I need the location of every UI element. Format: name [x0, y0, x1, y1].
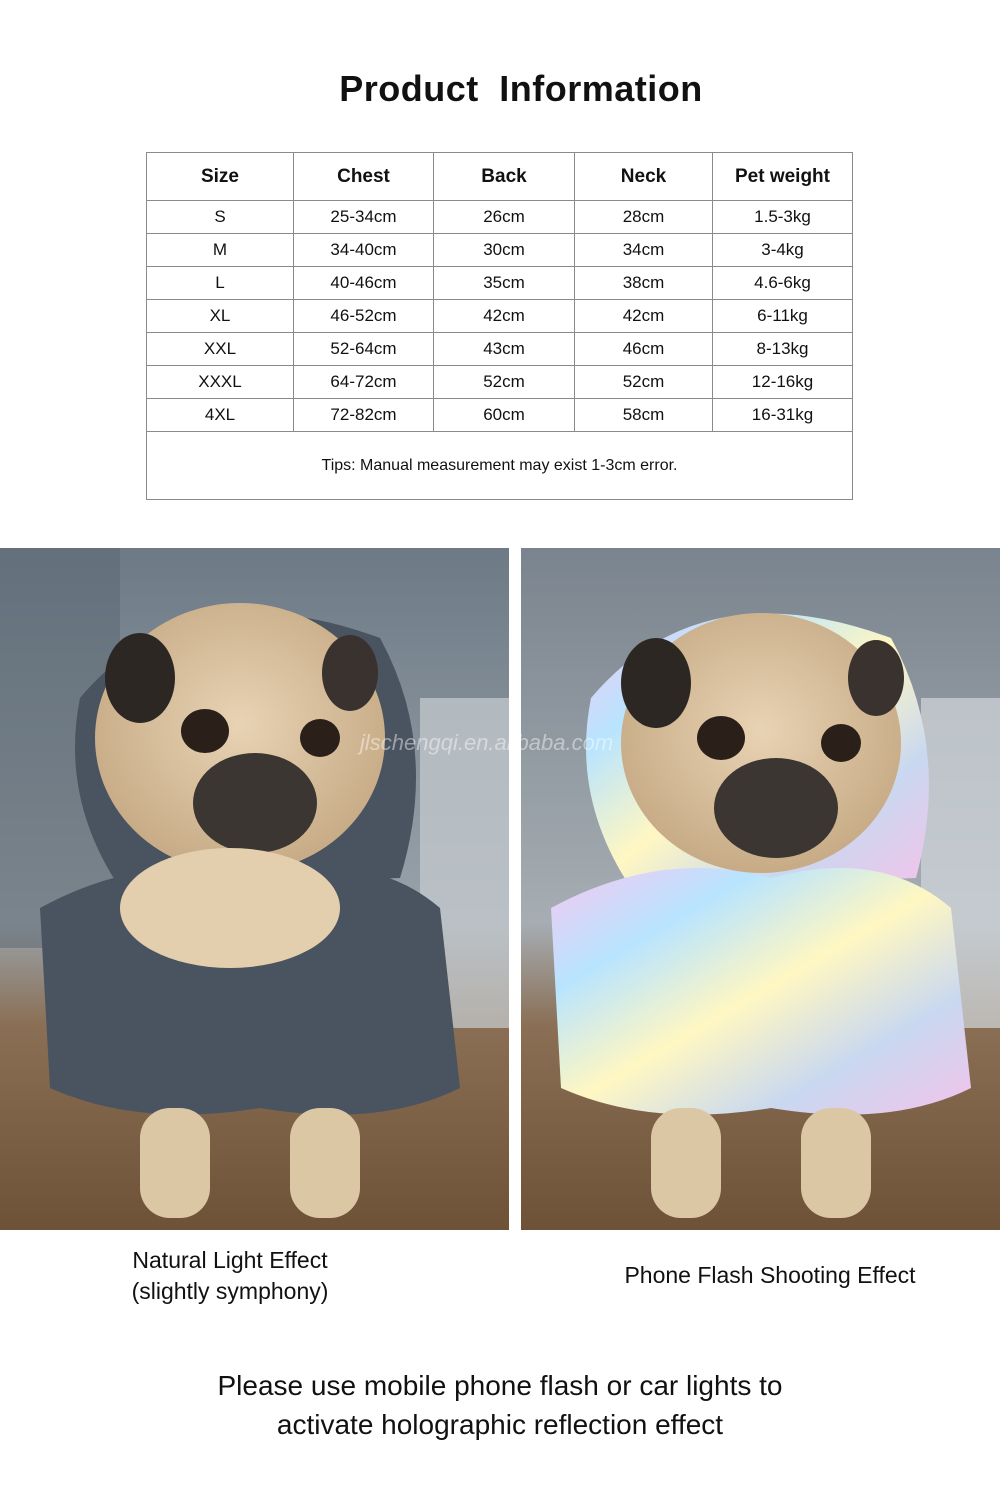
cell-size: XXL — [147, 333, 294, 366]
cell-pet-weight: 6-11kg — [713, 300, 853, 333]
cell-back: 60cm — [434, 399, 575, 432]
cell-neck: 28cm — [575, 201, 713, 234]
page-title: Product Information — [339, 68, 703, 109]
usage-note-line: Please use mobile phone flash or car lights to — [217, 1370, 783, 1401]
cell-neck: 34cm — [575, 234, 713, 267]
cell-back: 52cm — [434, 366, 575, 399]
cell-back: 43cm — [434, 333, 575, 366]
cell-size: S — [147, 201, 294, 234]
cell-pet-weight: 12-16kg — [713, 366, 853, 399]
cell-chest: 40-46cm — [294, 267, 434, 300]
header-size: Size — [147, 153, 294, 201]
cell-neck: 52cm — [575, 366, 713, 399]
table-row — [147, 267, 853, 300]
cell-pet-weight: 1.5-3kg — [713, 201, 853, 234]
table-header-row — [147, 153, 853, 201]
table-row — [147, 366, 853, 399]
cell-size: M — [147, 234, 294, 267]
header-pet-weight: Pet weight — [713, 153, 853, 201]
jacket-body — [551, 868, 971, 1115]
cell-neck: 42cm — [575, 300, 713, 333]
caption-line: Natural Light Effect — [132, 1247, 328, 1273]
cell-chest: 46-52cm — [294, 300, 434, 333]
cell-neck: 38cm — [575, 267, 713, 300]
header-back: Back — [434, 153, 575, 201]
natural-light-caption — [60, 1245, 400, 1307]
cell-size: L — [147, 267, 294, 300]
cell-back: 26cm — [434, 201, 575, 234]
cell-neck: 58cm — [575, 399, 713, 432]
cell-size: XXXL — [147, 366, 294, 399]
table-row — [147, 201, 853, 234]
cell-size: 4XL — [147, 399, 294, 432]
table-row — [147, 333, 853, 366]
header-neck: Neck — [575, 153, 713, 201]
cell-back: 35cm — [434, 267, 575, 300]
cell-pet-weight: 3-4kg — [713, 234, 853, 267]
cell-chest: 72-82cm — [294, 399, 434, 432]
tips-row — [147, 432, 853, 500]
natural-light-photo — [0, 548, 509, 1230]
cell-back: 42cm — [434, 300, 575, 333]
header-chest: Chest — [294, 153, 434, 201]
cell-back: 30cm — [434, 234, 575, 267]
cell-pet-weight: 8-13kg — [713, 333, 853, 366]
cell-neck: 46cm — [575, 333, 713, 366]
cell-pet-weight: 4.6-6kg — [713, 267, 853, 300]
cell-chest: 25-34cm — [294, 201, 434, 234]
usage-note — [0, 1366, 1000, 1444]
tips-text: Tips: Manual measurement may exist 1-3cm error. — [147, 432, 853, 500]
phone-flash-photo — [521, 548, 1000, 1230]
caption-line: (slightly symphony) — [131, 1278, 329, 1304]
cell-chest: 52-64cm — [294, 333, 434, 366]
watermark: jlschengqi.en.alibaba.com — [360, 730, 614, 755]
size-chart-table — [146, 152, 853, 500]
table-row — [147, 300, 853, 333]
cell-chest: 64-72cm — [294, 366, 434, 399]
cell-size: XL — [147, 300, 294, 333]
cell-pet-weight: 16-31kg — [713, 399, 853, 432]
usage-note-line: activate holographic reflection effect — [276, 1409, 724, 1440]
cell-chest: 34-40cm — [294, 234, 434, 267]
phone-flash-caption: Phone Flash Shooting Effect — [624, 1262, 916, 1288]
table-row — [147, 234, 853, 267]
table-row — [147, 399, 853, 432]
